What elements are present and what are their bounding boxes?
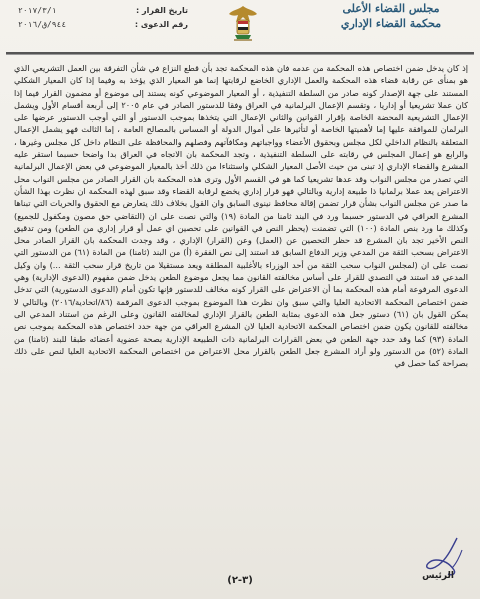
decision-date-value: ٢٠١٧/٣/١ — [18, 6, 57, 15]
case-number-row — [18, 18, 188, 32]
chair-label: الرئيس — [422, 571, 454, 581]
decision-date-label: تاريخ القرار : — [136, 6, 188, 15]
council-name: مجلس القضاء الأعلى — [342, 2, 440, 15]
header-meta — [18, 4, 188, 32]
page-marker: (٣-٢) — [227, 575, 253, 586]
iraq-emblem-icon — [226, 2, 260, 48]
case-number-label: رقم الدعوى : — [134, 20, 188, 29]
court-name: محكمة القضاء الإداري — [340, 17, 442, 30]
header-divider — [6, 52, 474, 55]
decision-date-row — [18, 4, 188, 18]
case-number-value: ٩٤٤/ق/٢٠١٦ — [18, 20, 67, 29]
decision-body — [14, 62, 468, 369]
decision-paragraph: إذ كان يدخل ضمن اختصاص هذه المحكمة من عدمه فان هذه المحكمة تجد بأن قطع النزاع في شأن التفرقة بين العمل التشريعي الذي هو بمنأى عن رقابة قضاء هذه المحكمة والعمل الإداري الخاضع لرقابتها إنما هو المعيار الذي يؤخذ به وفيما إذا كان المعيار الشكلي المستند على جهة الإصدار كونه صادر من السلطة التنفيذية ، أو المعيار الموضوعي كونه يستند إلى موضوع أو مضمون القرار فيما إذا كان عملا تشريعيا أو إداريا ، وتقسم الإعمال البرلمانية في العراق وفقا للدستور الصادر في عام ٢٠٠٥ إلى أربعة أقسام الأول ويشمل الإعمال التشريعية المحضة الخاصة بإقرار القوانين والثاني الإعمال التي يتخذها بموجب الدستور أو التي أوجب الدستور عرضها على البرلمان للموافقة عليها إما لأهميتها الخاصة أو لتأثيرها على أموال الدولة أو المساس بالمصالح العامة ، إما الثالث فهو يشمل الإعمال المتعلقة بالنظام الداخلي لكل مجلس وبحقوق الأعضاء وواجباتهم ومكافآتهم وفصلهم والمحافظة على النظام داخل كل مجلس وغيرها ، والرابع هو إعمال المجلس في رقابته على السلطة التنفيذية ، وتجد المحكمة بان الاتجاه في العراق بدا واضحا حسبما استقر عليه المشرع والقضاء الإداري إذ تبنى من حيث الأصل المعيار الشكلي واستثناءا من ذلك أخذ بالمعيار الموضوعي في بعض الإعمال البرلمانية التي تصدر من مجلس النواب وقد عدها تشريعيا كما هو في القسم الأول وترى هذه المحكمة بان القرار الصادر من مجلس النواب محل الاعتراض يعد عملا برلمانيا ذا طبيعة إدارية وبالتالي فهو قرار إداري يخضع لرقابة القضاء وقد سبق لهذه المحكمة ان نظرت بهذا الشأن ما صدر عن مجلس النواب بشأن قرار تضمن إقالة محافظ نينوى السابق وان القول بخلاف ذلك يتعارض مع الحقوق والحريات التي تبناها المشرع العراقي في الدستور حسبما ورد في البند ثامنا من المادة (١٩) والتي نصت على ان (التقاضي حق مصون ومكفول للجميع) وكذلك ما ورد بنص المادة (١٠٠) التي تضمنت (يحظر النص في القوانين على تحصين اي عمل أو قرار إداري من الطعن) ومن تدقيق النص الأخير تجد بان المشرع قد حظر التحصين عن (العمل) وعن (القرار) الإداري ، وقد وجدت المحكمة بان القرار الصادر محل الاعتراض بسحب الثقة من المدعي وزير الدفاع السابق قد استند إلى نص الفقرة (أ) من البند (ثامنا) من المادة (٦١) من الدستور التي نصت على ان (لمجلس النواب سحب الثقة من أحد الوزراء بالأغلبية المطلقة ويعد مستقيلا من تاريخ قرار سحب الثقة ...) وان وكيل المدعي قد استند في التصدي للقرار على أساس مخالفته القانون مما يجعل موضوع الطعن يدخل ضمن مفهوم (الدعوى الإدارية) وهي الدعوى المرفوعة أمام هذه المحكمة بما أن الاعتراض على القرار كونه مخالف للدستور فإنها تكون أمام (الدعوى الدستورية) التي تدخل ضمن اختصاص المحكمة الاتحادية العليا والتي سبق وان نظرت هذا الموضوع بموجب الدعوى المرقمة (٨٦/اتحادية/٢٠١٦) وبالتالي لا يمكن القول بان (٦١) دستور جعل هذه الدعوى بمثابة الطعن بالقرار الإداري لمخالفته القانون وعلى الرغم من استناد المدعي الى مخالفته للقانون يكون ضمن اختصاص المحكمة الاتحادية العليا لان المشرع العراقي من جهة حدد اختصاص هذه المحكمة بموجب نص المادة (٩٣) كما وقد حدد جهة الطعن في بعض القرارات البرلمانية ذات الطبيعة الإدارية بصحة عضوية أعضائه طبقا للبند (ثامنا) من المادة (٥٢) من الدستور ولو أراد المشرع جعل الطعن بالقرار محل الاعتراض من اختصاص المحكمة الاتحادية العليا لنص على ذلك بصراحة كما حصل في — [14, 63, 469, 369]
header-authority — [316, 2, 466, 30]
